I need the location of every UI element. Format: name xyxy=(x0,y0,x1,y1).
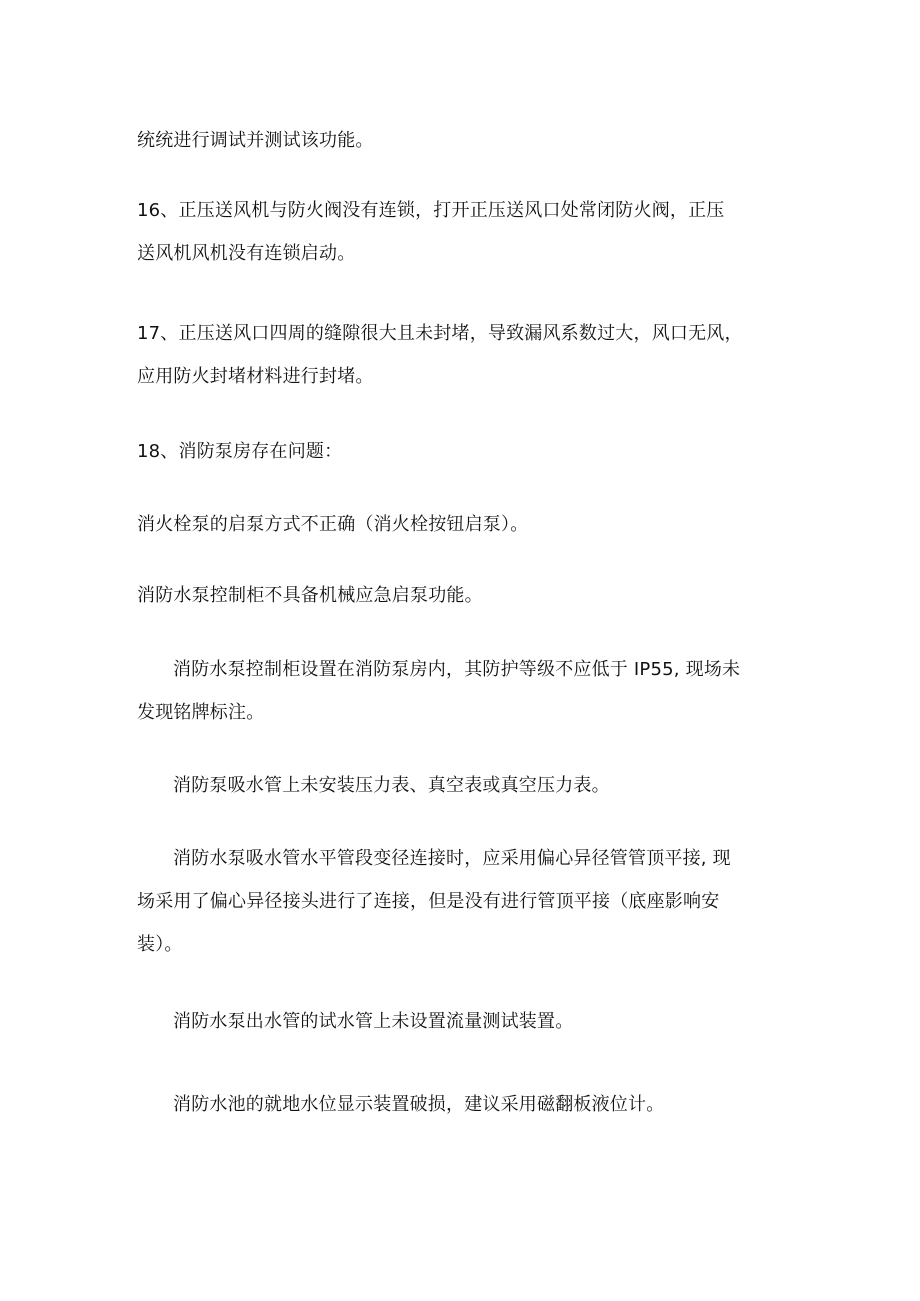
paragraph-item-18-heading xyxy=(137,430,797,473)
paragraph-line: 消防水泵控制柜设置在消防泵房内，其防护等级不应低于 IP55, 现场未 xyxy=(173,659,741,680)
paragraph-line: 消火栓泵的启泵方式不正确（消火栓按钮启泵）。 xyxy=(137,514,529,535)
paragraph-issue-hydrant-pump xyxy=(137,503,797,546)
paragraph-intro-continuation xyxy=(137,119,797,162)
paragraph-issue-control-cabinet xyxy=(137,574,797,617)
paragraph-issue-suction-pipe xyxy=(137,837,797,966)
paragraph-line: 18、消防泵房存在问题： xyxy=(137,441,343,462)
paragraph-line: 16、正压送风机与防火阀没有连锁，打开正压送风口处常闭防火阀，正压 xyxy=(137,200,725,221)
paragraph-line: 消防水池的就地水位显示装置破损，建议采用磁翻板液位计。 xyxy=(173,1094,665,1115)
paragraph-line: 消防水泵出水管的试水管上未设置流量测试装置。 xyxy=(173,1011,574,1032)
paragraph-line: 17、正压送风口四周的缝隙很大且未封堵，导致漏风系数过大，风口无风， xyxy=(137,323,743,344)
paragraph-issue-protection-level xyxy=(137,648,797,734)
paragraph-line: 统统进行调试并测试该功能。 xyxy=(137,130,374,151)
paragraph-line: 消防泵吸水管上未安装压力表、真空表或真空压力表。 xyxy=(173,775,610,796)
paragraph-line: 装）。 xyxy=(137,934,183,955)
paragraph-line: 应用防火封堵材料进行封堵。 xyxy=(137,366,374,387)
paragraph-item-17 xyxy=(137,312,797,398)
paragraph-issue-water-level xyxy=(137,1083,797,1126)
paragraph-line: 消防水泵控制柜不具备机械应急启泵功能。 xyxy=(137,585,483,606)
paragraph-line: 场采用了偏心异径接头进行了连接，但是没有进行管顶平接（底座影响安 xyxy=(137,891,720,912)
paragraph-item-16 xyxy=(137,189,797,275)
paragraph-line: 送风机风机没有连锁启动。 xyxy=(137,243,356,264)
paragraph-line: 消防水泵吸水管水平管段变径连接时，应采用偏心异径管管顶平接, 现 xyxy=(173,848,731,869)
paragraph-issue-pressure-gauge xyxy=(137,764,797,807)
paragraph-line: 发现铭牌标注。 xyxy=(137,702,265,723)
paragraph-issue-flow-test xyxy=(137,1000,797,1043)
